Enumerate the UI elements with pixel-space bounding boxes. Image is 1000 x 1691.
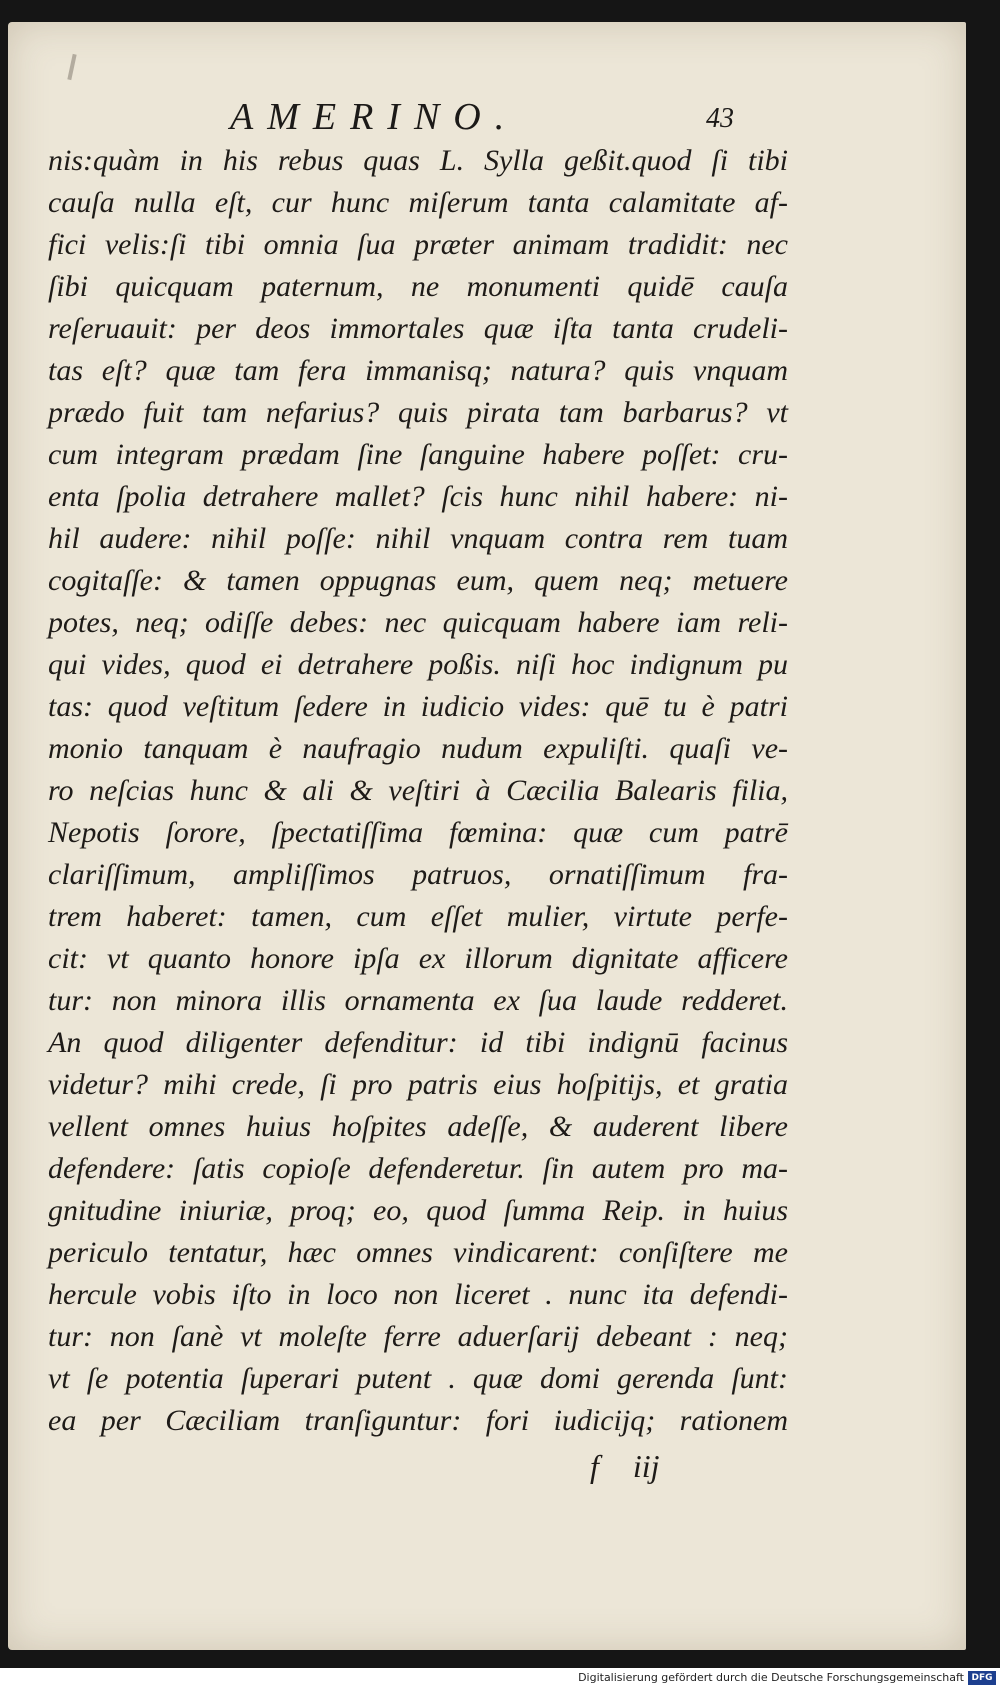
dfg-logo: DFG — [968, 1671, 996, 1685]
text-line: cit: vt quanto honore ipſa ex illorum dignitate afficere — [48, 942, 788, 975]
text-line: ea per Cæciliam tranſiguntur: fori iudicijq; rationem — [48, 1404, 788, 1437]
pencil-mark — [67, 54, 76, 80]
text-line: enta ſpolia detrahere mallet? ſcis hunc nihil habere: ni- — [48, 480, 788, 513]
text-line: videtur? mihi crede, ſi pro patris eius hoſpitijs, et gratia — [48, 1068, 788, 1101]
text-line: prædo fuit tam nefarius? quis pirata tam barbarus? vt — [48, 396, 788, 429]
text-line: cum integram prædam ſine ſanguine habere poſſet: cru- — [48, 438, 788, 471]
funding-credit: Digitalisierung gefördert durch die Deutsche Forschungsgemeinschaft — [578, 1671, 964, 1684]
text-line: vellent omnes huius hoſpites adeſſe, & auderent libere — [48, 1110, 788, 1143]
text-line: Nepotis ſorore, ſpectatiſſima fœmina: quæ cum patrē — [48, 816, 788, 849]
text-line: defendere: ſatis copioſe defenderetur. ſin autem pro ma- — [48, 1152, 788, 1185]
text-line: potes, neq; odiſſe debes: nec quicquam habere iam reli- — [48, 606, 788, 639]
text-line: periculo tentatur, hæc omnes vindicarent: conſiſtere me — [48, 1236, 788, 1269]
text-line: qui vides, quod ei detrahere poßis. niſi hoc indignum pu — [48, 648, 788, 681]
text-line: tur: non minora illis ornamenta ex ſua laude redderet. — [48, 984, 788, 1017]
text-line: gnitudine iniuriæ, proq; eo, quod ſumma Reip. in huius — [48, 1194, 788, 1227]
text-line: cauſa nulla eſt, cur hunc miſerum tanta calamitate af- — [48, 186, 788, 219]
text-line: clariſſimum, ampliſſimos patruos, ornatiſſimum fra- — [48, 858, 788, 891]
text-line: fici velis:ſi tibi omnia ſua præter animam tradidit: nec — [48, 228, 788, 261]
text-line: tas eſt? quæ tam fera immanisq; natura? quis vnquam — [48, 354, 788, 387]
text-line: hercule vobis iſto in loco non liceret . nunc ita defendi- — [48, 1278, 788, 1311]
text-line: ſibi quicquam paternum, ne monumenti quidē cauſa — [48, 270, 788, 303]
text-line: vt ſe potentia ſuperari putent . quæ domi gerenda ſunt: — [48, 1362, 788, 1395]
body-text — [48, 140, 788, 1442]
signature-mark: f iij — [590, 1448, 660, 1484]
text-line: trem haberet: tamen, cum eſſet mulier, virtute perfe- — [48, 900, 788, 933]
text-line: An quod diligenter defenditur: id tibi indignū facinus — [48, 1026, 788, 1059]
page-number: 43 — [706, 103, 734, 134]
text-line: reſeruauit: per deos immortales quæ iſta tanta crudeli- — [48, 312, 788, 345]
text-line: tas: quod veſtitum ſedere in iudicio vides: quē tu è patri — [48, 690, 788, 723]
running-header: AMERINO. — [230, 96, 519, 138]
footer-bar — [0, 1668, 1000, 1691]
text-line: tur: non ſanè vt moleſte ferre aduerſarij debeant : neq; — [48, 1320, 788, 1353]
text-line: monio tanquam è naufragio nudum expuliſti. quaſi ve- — [48, 732, 788, 765]
text-line: cogitaſſe: & tamen oppugnas eum, quem neq; metuere — [48, 564, 788, 597]
text-line: nis:quàm in his rebus quas L. Sylla geßit.quod ſi tibi — [48, 144, 788, 177]
text-line: hil audere: nihil poſſe: nihil vnquam contra rem tuam — [48, 522, 788, 555]
text-line: ro neſcias hunc & ali & veſtiri à Cæcilia Balearis filia, — [48, 774, 788, 807]
